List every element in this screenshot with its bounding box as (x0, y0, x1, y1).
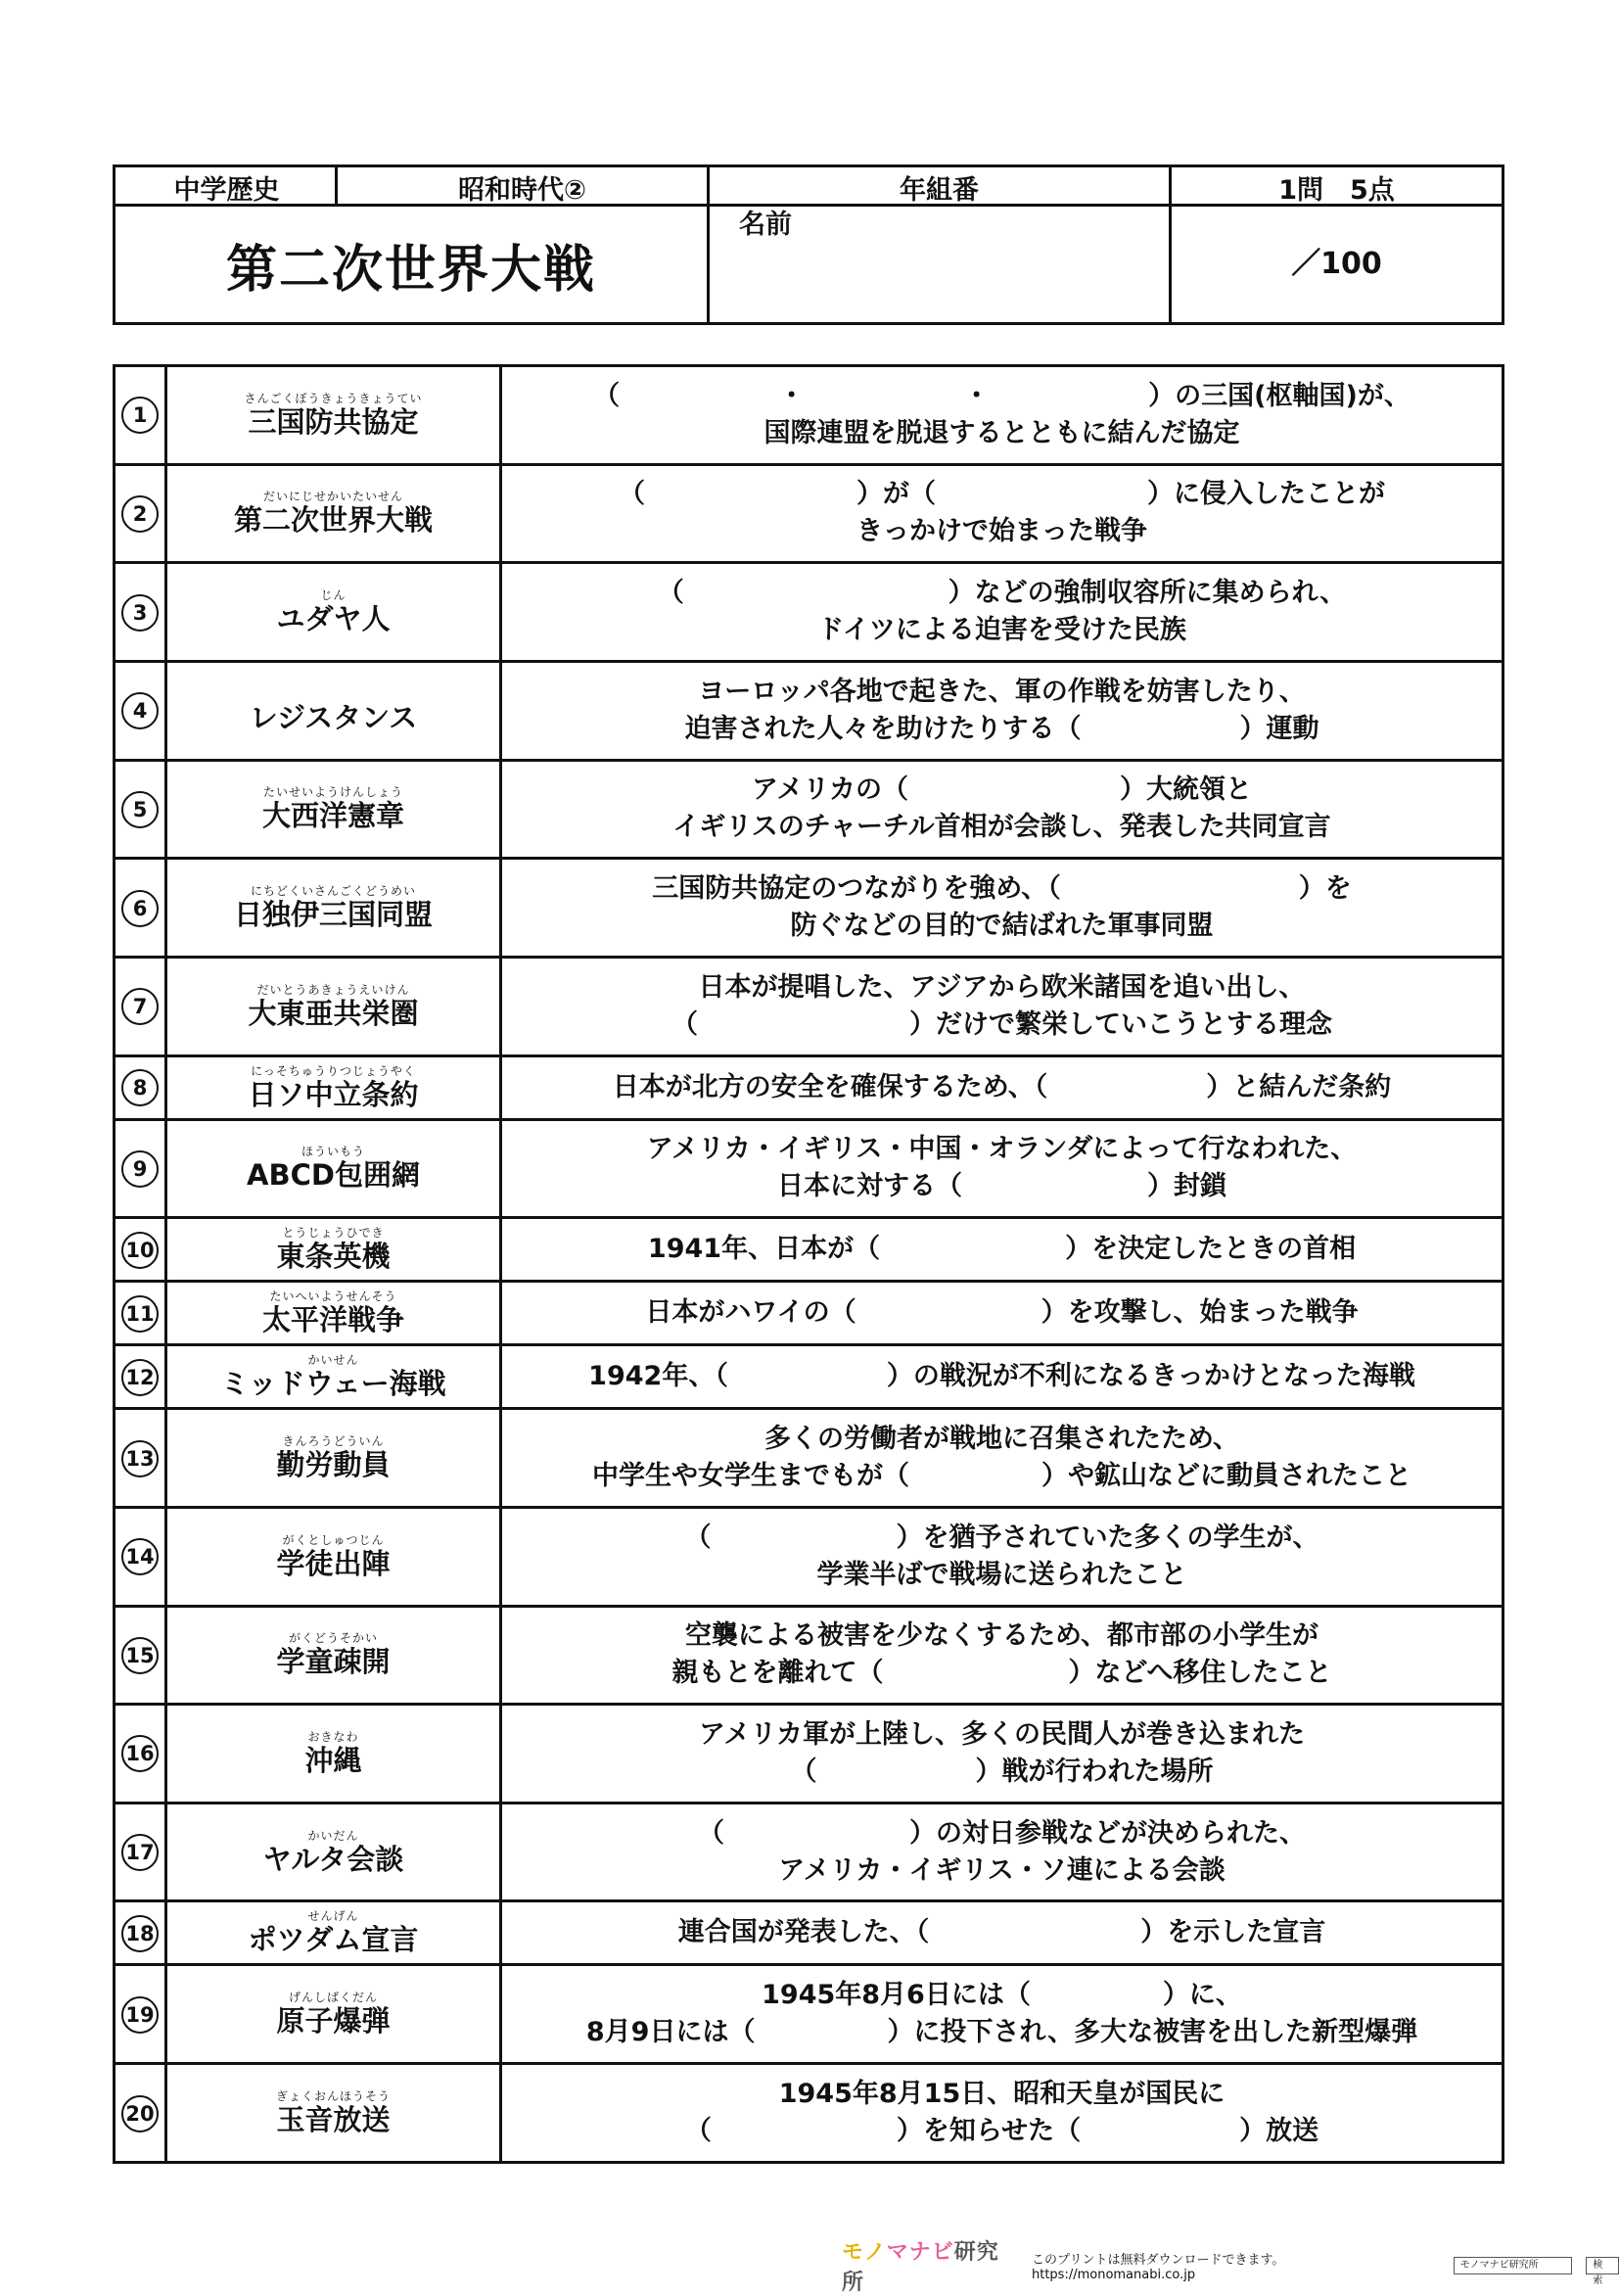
term-cell (166, 1055, 501, 1119)
description-cell (501, 1705, 1503, 1804)
term: 学徒出陣 (276, 1546, 391, 1580)
term-reading (167, 687, 499, 701)
description-line: 1945年8月6日には（ ）に、 (762, 1980, 1242, 2011)
term-reading: とうじょうひでき (282, 1226, 385, 1241)
question-number-cell (115, 1218, 166, 1282)
description-cell (501, 661, 1503, 760)
question-number: 1 (121, 397, 159, 434)
question-row (115, 661, 1503, 760)
question-number-cell (115, 1965, 166, 2064)
description-cell (501, 1965, 1503, 2064)
question-row (115, 1218, 1503, 1282)
term: 第二次世界大戦 (233, 503, 433, 538)
description-cell (501, 464, 1503, 563)
question-row (115, 2064, 1503, 2163)
description-line: ヨーロッパ各地で起きた、軍の作戦を妨害したり、 (698, 676, 1306, 707)
question-row (115, 1803, 1503, 1901)
question-number: 2 (121, 495, 159, 533)
term: 原子爆弾 (276, 2004, 391, 2038)
term-reading: かいせん (307, 1353, 359, 1368)
term-cell (166, 2064, 501, 2163)
description-line: （ ）だけで繁栄していこうとする理念 (671, 1008, 1332, 1040)
question-row (115, 1901, 1503, 1965)
description-line: 親もとを離れて（ ）などへ移住したこと (671, 1658, 1332, 1689)
question-number-cell (115, 1055, 166, 1119)
question-row (115, 1705, 1503, 1804)
question-number-cell (115, 1282, 166, 1345)
term-cell (166, 464, 501, 563)
description-line: 多くの労働者が戦地に召集されたため、 (764, 1424, 1239, 1455)
description-line: （ ）などの強制収容所に集められ、 (657, 578, 1347, 609)
question-number-cell (115, 1803, 166, 1901)
search-button: 検索 (1586, 2257, 1619, 2274)
question-row (115, 859, 1503, 958)
question-row (115, 1345, 1503, 1409)
group-label: 組 (926, 174, 952, 206)
question-number: 12 (121, 1359, 159, 1396)
question-number: 8 (121, 1069, 159, 1106)
description-cell (501, 1055, 1503, 1119)
subject-label: 中学歴史 (173, 174, 280, 206)
term-cell (166, 1119, 501, 1218)
term-reading: がくどうそかい (288, 1631, 378, 1646)
term: ミッドウェー海戦 (220, 1367, 446, 1401)
question-number-cell (115, 1119, 166, 1218)
description-cell (501, 1345, 1503, 1409)
question-number: 6 (121, 890, 159, 927)
class-fields (710, 167, 1169, 207)
description-line: 中学生や女学生までもが（ ）や鉱山などに動員されたこと (592, 1461, 1411, 1492)
term: 東条英機 (276, 1240, 391, 1274)
description-line: （ ）の対日参戦などが決められた、 (698, 1817, 1306, 1849)
description-line: （ ）戦が行われた場所 (790, 1756, 1214, 1787)
term: 玉音放送 (276, 2103, 391, 2137)
term: 大西洋憲章 (261, 799, 404, 833)
question-number: 3 (121, 594, 159, 632)
term: ユダヤ人 (276, 602, 391, 636)
year-label: 年 (900, 174, 926, 206)
unit-label: 昭和時代② (458, 174, 586, 206)
question-number-cell (115, 661, 166, 760)
question-number: 15 (121, 1637, 159, 1674)
question-number-cell (115, 1507, 166, 1606)
description-line: 空襲による被害を少なくするため、都市部の小学生が (685, 1620, 1318, 1652)
term-reading: じん (320, 588, 347, 603)
term-cell (166, 1803, 501, 1901)
brand-logo (842, 2235, 1018, 2296)
question-number-cell (115, 1901, 166, 1965)
logo-part: モノ (842, 2240, 887, 2265)
term: 日独伊三国同盟 (233, 898, 433, 932)
question-row (115, 1606, 1503, 1705)
name-label: 名前 (739, 209, 792, 240)
total-score: ／100 (1291, 247, 1382, 281)
term-reading: きんろうどういん (282, 1434, 385, 1449)
page-title: 第二次世界大戦 (225, 240, 596, 300)
footer (842, 2240, 1619, 2295)
question-row (115, 366, 1503, 465)
term: 学童疎開 (276, 1645, 391, 1679)
description-line: 日本に対する（ ）封鎖 (777, 1171, 1226, 1202)
question-row (115, 464, 1503, 563)
term-reading: おきなわ (307, 1729, 359, 1744)
term-reading: にっそちゅうりつじょうやく (251, 1063, 416, 1078)
description-line: ドイツによる迫害を受けた民族 (817, 615, 1186, 646)
question-table (113, 364, 1504, 2164)
description-cell (501, 957, 1503, 1055)
question-number-cell (115, 2064, 166, 2163)
term: 日ソ中立条約 (248, 1077, 419, 1111)
description-line: 1941年、日本が（ ）を決定したときの首相 (647, 1234, 1357, 1265)
description-line: 防ぐなどの目的で結ばれた軍事同盟 (790, 911, 1214, 942)
description-cell (501, 1409, 1503, 1508)
term-cell (166, 1901, 501, 1965)
term-reading: かいだん (307, 1828, 359, 1843)
description-line: 8月9日には（ ）に投下され、多大な被害を出した新型爆弾 (585, 2017, 1418, 2048)
description-cell (501, 1606, 1503, 1705)
question-number: 20 (121, 2095, 159, 2132)
description-cell (501, 1507, 1503, 1606)
question-number: 5 (121, 791, 159, 828)
description-cell (501, 2064, 1503, 2163)
description-line: 1942年、（ ）の戦況が不利になるきっかけとなった海戦 (588, 1361, 1415, 1392)
question-number: 18 (121, 1915, 159, 1952)
description-line: アメリカの（ ）大統領と (751, 774, 1253, 806)
question-number: 4 (121, 692, 159, 729)
description-line: （ ・ ・ ）の三国(枢軸国)が、 (593, 380, 1411, 411)
description-line: （ ）を知らせた（ ）放送 (684, 2116, 1319, 2147)
logo-part: 研究所 (842, 2240, 999, 2295)
description-cell (501, 1218, 1503, 1282)
term-reading: せんげん (307, 1909, 359, 1924)
question-row (115, 760, 1503, 859)
term: ABCD包囲網 (247, 1158, 420, 1193)
term-reading: さんごくぼうきょうきょうてい (244, 391, 423, 405)
term-reading: だいにじせかいたいせん (262, 490, 403, 504)
term-cell (166, 1965, 501, 2064)
question-row (115, 1055, 1503, 1119)
description-cell (501, 1901, 1503, 1965)
term: ヤルタ会談 (262, 1842, 404, 1876)
description-line: 1945年8月15日、昭和天皇が国民に (778, 2079, 1226, 2110)
number-label: 番 (952, 174, 979, 206)
question-number-cell (115, 464, 166, 563)
term: レジスタンス (249, 700, 418, 734)
term-cell (166, 1282, 501, 1345)
footer-note: このプリントは無料ダウンロードできます。https://monomanabi.co.jp (1031, 2253, 1285, 2282)
term: 勤労動員 (276, 1448, 391, 1482)
question-row (115, 1409, 1503, 1508)
term: 大東亜共栄圏 (248, 996, 419, 1030)
question-row (115, 1282, 1503, 1345)
term-reading: がくとしゅつじん (282, 1532, 385, 1547)
term-cell (166, 1345, 501, 1409)
term-reading: げんしばくだん (288, 1991, 378, 2005)
term-cell (166, 1606, 501, 1705)
question-number: 11 (121, 1295, 159, 1333)
question-number: 9 (121, 1150, 159, 1188)
question-row (115, 1965, 1503, 2064)
term-reading: たいへいようせんそう (269, 1289, 397, 1304)
term: 沖縄 (304, 1743, 362, 1777)
question-number-cell (115, 859, 166, 958)
term-reading: にちどくいさんごくどうめい (250, 884, 416, 899)
question-number-cell (115, 1606, 166, 1705)
description-line: 国際連盟を脱退するとともに結んだ協定 (763, 417, 1240, 448)
question-number-cell (115, 957, 166, 1055)
description-line: アメリカ・イギリス・中国・オランダによって行なわれた、 (646, 1134, 1358, 1165)
worksheet-header (113, 164, 1504, 325)
question-number: 19 (121, 1996, 159, 2034)
description-line: 学業半ばで戦場に送られたこと (816, 1559, 1187, 1590)
search-box: モノマナビ研究所 (1454, 2257, 1573, 2274)
term-cell (166, 1218, 501, 1282)
question-number: 17 (121, 1834, 159, 1871)
description-cell (501, 859, 1503, 958)
description-cell (501, 366, 1503, 465)
term-cell (166, 1409, 501, 1508)
description-line: イギリスのチャーチル首相が会談し、発表した共同宣言 (672, 812, 1331, 843)
question-number: 7 (121, 988, 159, 1025)
description-line: アメリカ・イギリス・ソ連による会談 (778, 1854, 1226, 1886)
description-cell (501, 1803, 1503, 1901)
description-cell (501, 1282, 1503, 1345)
description-line: （ ）が（ ）に侵入したことが (619, 479, 1385, 510)
description-cell (501, 563, 1503, 662)
question-number-cell (115, 563, 166, 662)
question-number-cell (115, 760, 166, 859)
points-label: 1問 5点 (1278, 174, 1395, 206)
term-reading: だいとうあきょうえいけん (256, 982, 410, 997)
question-number-cell (115, 1409, 166, 1508)
description-line: アメリカ軍が上陸し、多くの民間人が巻き込まれた (698, 1718, 1306, 1750)
term-cell (166, 366, 501, 465)
question-number-cell (115, 1705, 166, 1804)
description-cell (501, 1119, 1503, 1218)
description-line: きっかけで始まった戦争 (856, 516, 1147, 547)
term-cell (166, 661, 501, 760)
question-number: 10 (121, 1232, 159, 1269)
description-line: 連合国が発表した、（ ）を示した宣言 (677, 1917, 1326, 1948)
description-line: 日本がハワイの（ ）を攻撃し、始まった戦争 (645, 1297, 1359, 1329)
question-number-cell (115, 1345, 166, 1409)
logo-part: マナビ (886, 2240, 954, 2265)
term: ポツダム宣言 (248, 1923, 419, 1957)
term-reading: ほういもう (301, 1145, 365, 1159)
term: 太平洋戦争 (261, 1303, 404, 1337)
term-cell (166, 563, 501, 662)
question-number: 14 (121, 1538, 159, 1575)
question-row (115, 1119, 1503, 1218)
term-cell (166, 957, 501, 1055)
term-reading: ぎょくおんほうそう (275, 2089, 391, 2104)
question-number: 16 (121, 1735, 159, 1772)
question-number-cell (115, 366, 166, 465)
question-row (115, 957, 1503, 1055)
question-row (115, 563, 1503, 662)
term-cell (166, 1507, 501, 1606)
term-reading: たいせいようけんしょう (262, 785, 403, 800)
term-cell (166, 1705, 501, 1804)
description-line: （ ）を猶予されていた多くの学生が、 (684, 1522, 1319, 1553)
term-cell (166, 760, 501, 859)
term-cell (166, 859, 501, 958)
question-row (115, 1507, 1503, 1606)
description-line: 三国防共協定のつながりを強め、（ ）を (652, 873, 1352, 905)
description-line: 日本が提唱した、アジアから欧米諸国を追い出し、 (698, 971, 1306, 1003)
question-number: 13 (121, 1440, 159, 1477)
description-line: 日本が北方の安全を確保するため、（ ）と結んだ条約 (612, 1071, 1392, 1102)
description-cell (501, 760, 1503, 859)
description-line: 迫害された人々を助けたりする（ ）運動 (684, 713, 1319, 744)
term: 三国防共協定 (248, 404, 419, 439)
